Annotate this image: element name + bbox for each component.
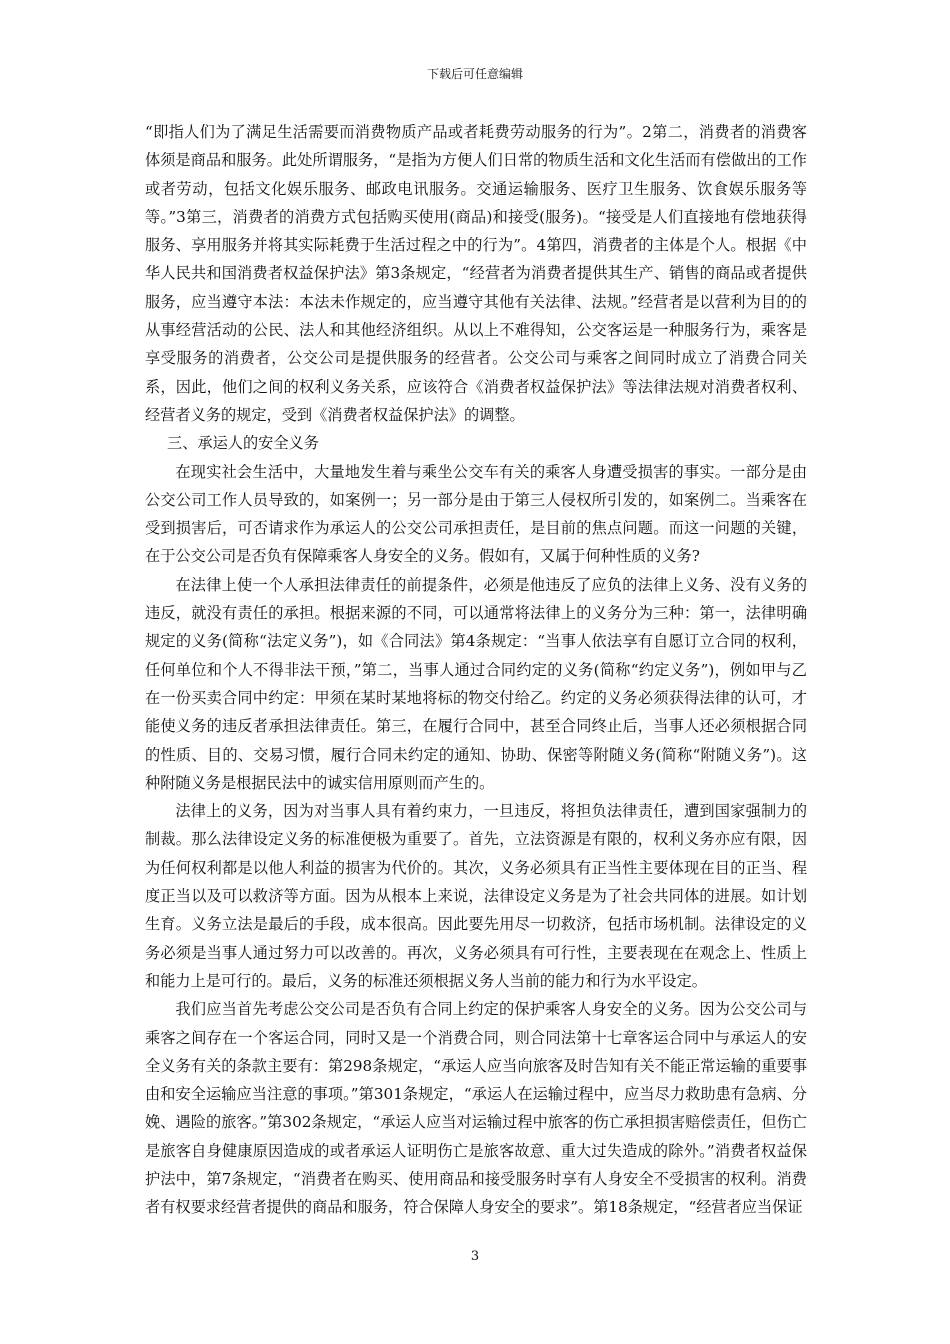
paragraph: 我们应当首先考虑公交公司是否负有合同上约定的保护乘客人身安全的义务。因为公交公司与乘客之间存在一个客运合同，同时又是一个消费合同，则合同法第十七章客运合同中与承运人的安全义务有关的条款主要有：第298条规定，“承运人应当向旅客及时告知有关不能正常运输的重要事由和安全运输应当注意的事项。”第301条规定，“承运人在运输过程中，应当尽力救助患有急病、分娩、遇险的旅客。”第302条规定，“承运人应当对运输过程中旅客的伤亡承担损害赔偿责任，但伤亡是旅客自身健康原因造成的或者承运人证明伤亡是旅客故意、重大过失造成的除外。”消费者权益保护法中，第7条规定，“消费者在购买、使用商品和接受服务时享有人身安全不受损害的权利。消费者有权要求经营者提供的商品和服务，符合保障人身安全的要求”。第18条规定，“经营者应当保证 bbox=[145, 1000, 807, 1217]
paragraph-continuation: “即指人们为了满足生活需要而消费物质产品或者耗费劳动服务的行为”。2第二，消费者的消费客体须是商品和服务。此处所谓服务，“是指为方便人们日常的物质生活和文化生活而有偿做出的工作或者劳动，包括文化娱乐服务、邮政电讯服务。交通运输服务、医疗卫生服务、饮食娱乐服务等等。”3第三，消费者的消费方式包括购买使用(商品)和接受(服务)。“接受是人们直接地有偿地获得服务、享用服务并将其实际耗费于生活过程之中的行为”。4第四，消费者的主体是个人。根据《中华人民共和国消费者权益保护法》第3条规定，“经营者为消费者提供其生产、销售的商品或者提供服务，应当遵守本法：本法未作规定的，应当遵守其他有关法律、法规。”经营者是以营利为目的的从事经营活动的公民、法人和其他经济组织。从以上不难得知，公交客运是一种服务行为，乘客是享受服务的消费者，公交公司是提供服务的经营者。公交公司与乘客之间同时成立了消费合同关系，因此，他们之间的权利义务关系，应该符合《消费者权益保护法》等法律法规对消费者权利、经营者义务的规定，受到《消费者权益保护法》的调整。 bbox=[145, 123, 807, 424]
section-heading: 三、承运人的安全义务 bbox=[167, 434, 319, 453]
document-body bbox=[145, 118, 807, 1222]
paragraph: 在法律上使一个人承担法律责任的前提条件，必须是他违反了应负的法律上义务、没有义务的违反，就没有责任的承担。根据来源的不同，可以通常将法律上的义务分为三种：第一，法律明确规定的义务(简称“法定义务”)，如《合同法》第4条规定：“当事人依法享有自愿订立合同的权利，任何单位和个人不得非法干预，”第二，当事人通过合同约定的义务(简称“约定义务”)，例如甲与乙在一份买卖合同中约定：甲须在某时某地将标的物交付给乙。约定的义务必须获得法律的认可，才能使义务的违反者承担法律责任。第三，在履行合同中，甚至合同终止后，当事人还必须根据合同的性质、目的、交易习惯，履行合同未约定的通知、协助、保密等附随义务(简称“附随义务”)。这种附随义务是根据民法中的诚实信用原则而产生的。 bbox=[145, 575, 807, 792]
page-header: 下载后可任意编辑 bbox=[426, 67, 523, 81]
paragraph: 在现实社会生活中，大量地发生着与乘坐公交车有关的乘客人身遭受损害的事实。一部分是由公交公司工作人员导致的，如案例一；另一部分是由于第三人侵权所引发的，如案例二。当乘客在受到损害后，可否请求作为承运人的公交公司承担责任，是目前的焦点问题。而这一问题的关键，在于公交公司是否负有保障乘客人身安全的义务。假如有，又属于何种性质的义务? bbox=[145, 462, 807, 566]
page-number: 3 bbox=[470, 1249, 480, 1264]
paragraph: 法律上的义务，因为对当事人具有着约束力，一旦违反，将担负法律责任，遭到国家强制力的制裁。那么法律设定义务的标准便极为重要了。首先，立法资源是有限的，权利义务亦应有限，因为任何权利都是以他人利益的损害为代价的。其次，义务必须具有正当性主要体现在目的正当、程度正当以及可以救济等方面。因为从根本上来说，法律设定义务是为了社会共同体的进展。如计划生育。义务立法是最后的手段，成本很高。因此要先用尽一切救济，包括市场机制。法律设定的义务必须是当事人通过努力可以改善的。再次，义务必须具有可行性，主要表现在在观念上、性质上和能力上是可行的。最后，义务的标准还须根据义务人当前的能力和行为水平设定。 bbox=[145, 802, 807, 990]
